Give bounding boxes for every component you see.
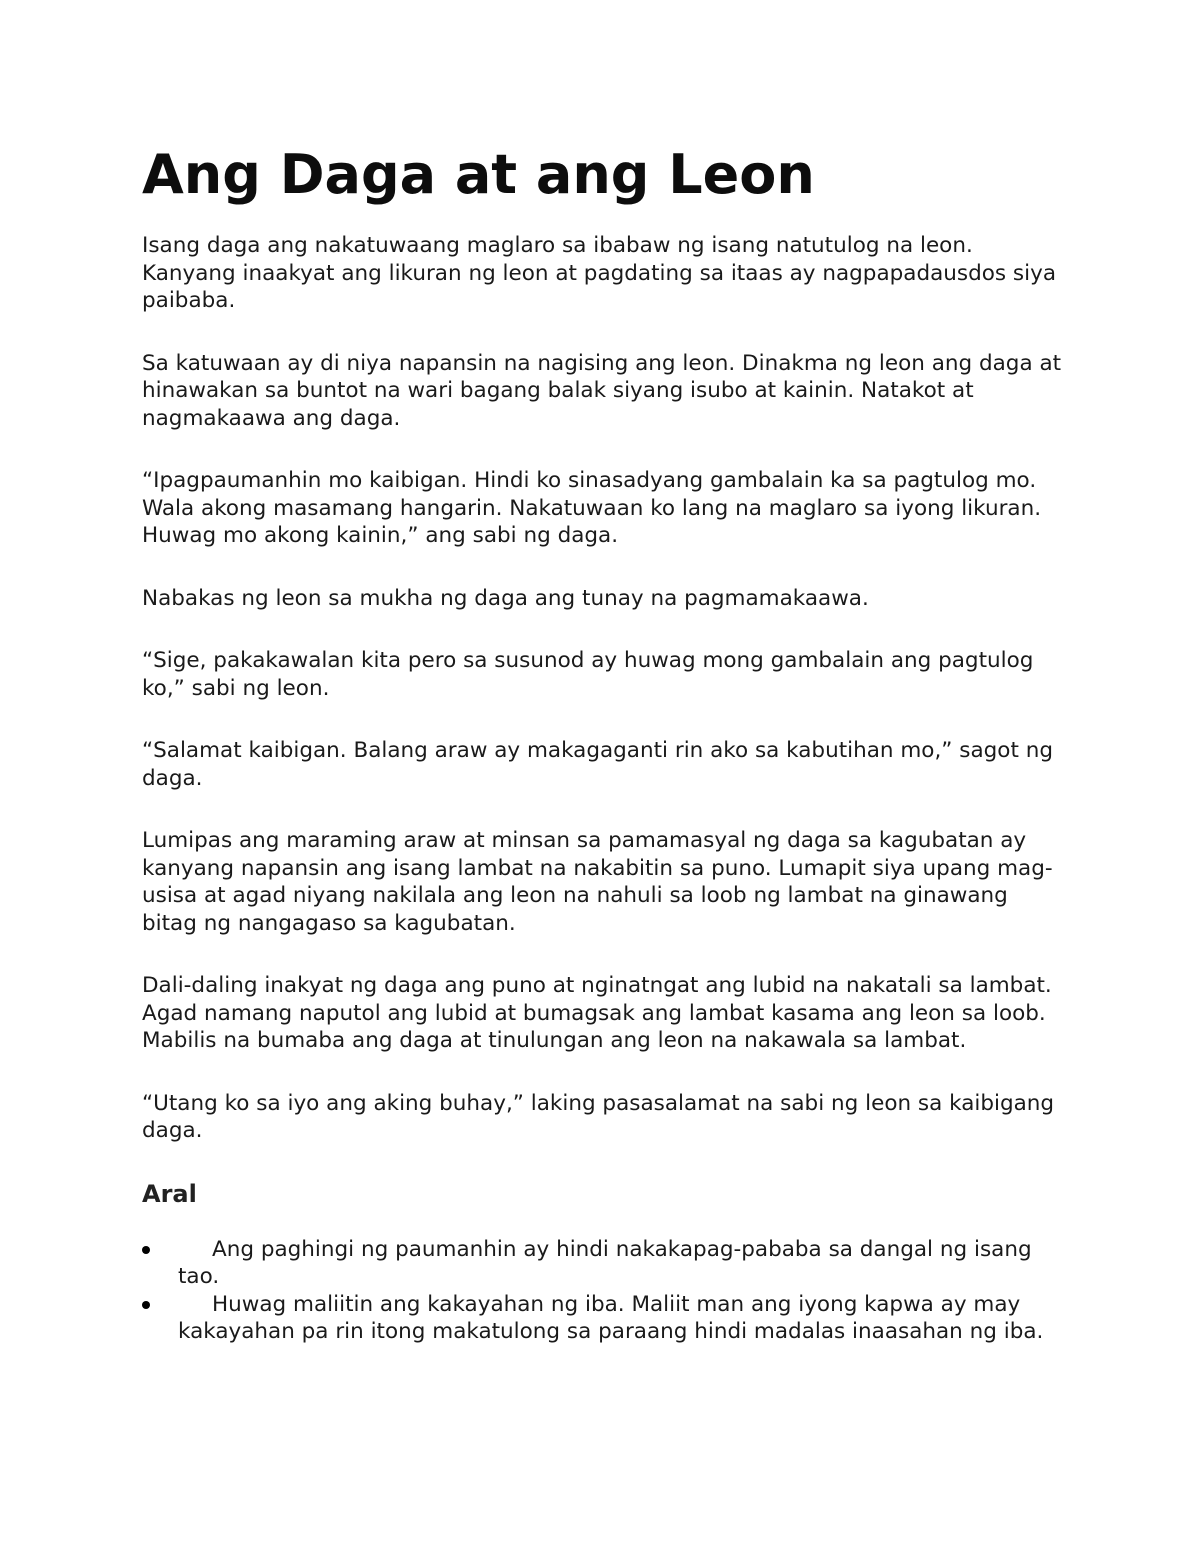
- paragraph: “Salamat kaibigan. Balang araw ay makagaganti rin ako sa kabutihan mo,” sagot ng daga.: [142, 738, 1053, 791]
- paragraph: Lumipas ang maraming araw at minsan sa pamamasyal ng daga sa kagubatan ay kanyang napansin ang isang lambat na nakabitin sa puno. Lumapit siya upang mag-usisa at agad niyang nakilala ang leon na nahuli sa loob ng lambat na ginawang bitag ng nangagaso sa kagubatan.: [142, 828, 1053, 936]
- lesson-list: [142, 1236, 1062, 1346]
- paragraph: “Utang ko sa iyo ang aking buhay,” laking pasasalamat na sabi ng leon sa kaibigang daga.: [142, 1090, 1055, 1143]
- document-page: [142, 140, 1062, 1346]
- list-item: [142, 1236, 1062, 1291]
- paragraph: Sa katuwaan ay di niya napansin na nagising ang leon. Dinakma ng leon ang daga at hinawakan sa buntot na wari bagang balak siyang isubo at kainin. Natakot at nagmakaawa ang daga.: [142, 350, 1062, 431]
- bullet-icon: [142, 1246, 150, 1254]
- document-title: Ang Daga at ang Leon: [142, 143, 815, 206]
- paragraph: “Ipagpaumanhin mo kaibigan. Hindi ko sinasadyang gambalain ka sa pagtulog mo. Wala akong masamang hangarin. Nakatuwaan ko lang na maglaro sa iyong likuran. Huwag mo akong kainin,” ang sabi ng daga.: [142, 468, 1042, 548]
- list-item-text: Huwag maliitin ang kakayahan ng iba. Maliit man ang iyong kapwa ay may kakayahan pa rin itong makatulong sa paraang hindi madalas inaasahan ng iba.: [178, 1291, 1044, 1344]
- list-item: [142, 1291, 1062, 1346]
- paragraph: “Sige, pakakawalan kita pero sa susunod ay huwag mong gambalain ang pagtulog ko,” sabi ng leon.: [142, 648, 1034, 701]
- lesson-heading: Aral: [142, 1179, 197, 1208]
- story-body: [142, 232, 1062, 1145]
- paragraph: Nabakas ng leon sa mukha ng daga ang tunay na pagmamakaawa.: [142, 585, 869, 611]
- paragraph: Dali-daling inakyat ng daga ang puno at nginatngat ang lubid na nakatali sa lambat. Agad namang naputol ang lubid at bumagsak ang lambat kasama ang leon sa loob. Mabilis na bumaba ang daga at tinulungan ang leon na nakawala sa lambat.: [142, 973, 1052, 1053]
- list-item-text: Ang paghingi ng paumanhin ay hindi nakakapag-pababa sa dangal ng isang tao.: [178, 1236, 1032, 1289]
- bullet-icon: [142, 1301, 150, 1309]
- paragraph: Isang daga ang nakatuwaang maglaro sa ibabaw ng isang natutulog na leon. Kanyang inaakyat ang likuran ng leon at pagdating sa itaas ay nagpapadausdos siya paibaba.: [142, 233, 1057, 313]
